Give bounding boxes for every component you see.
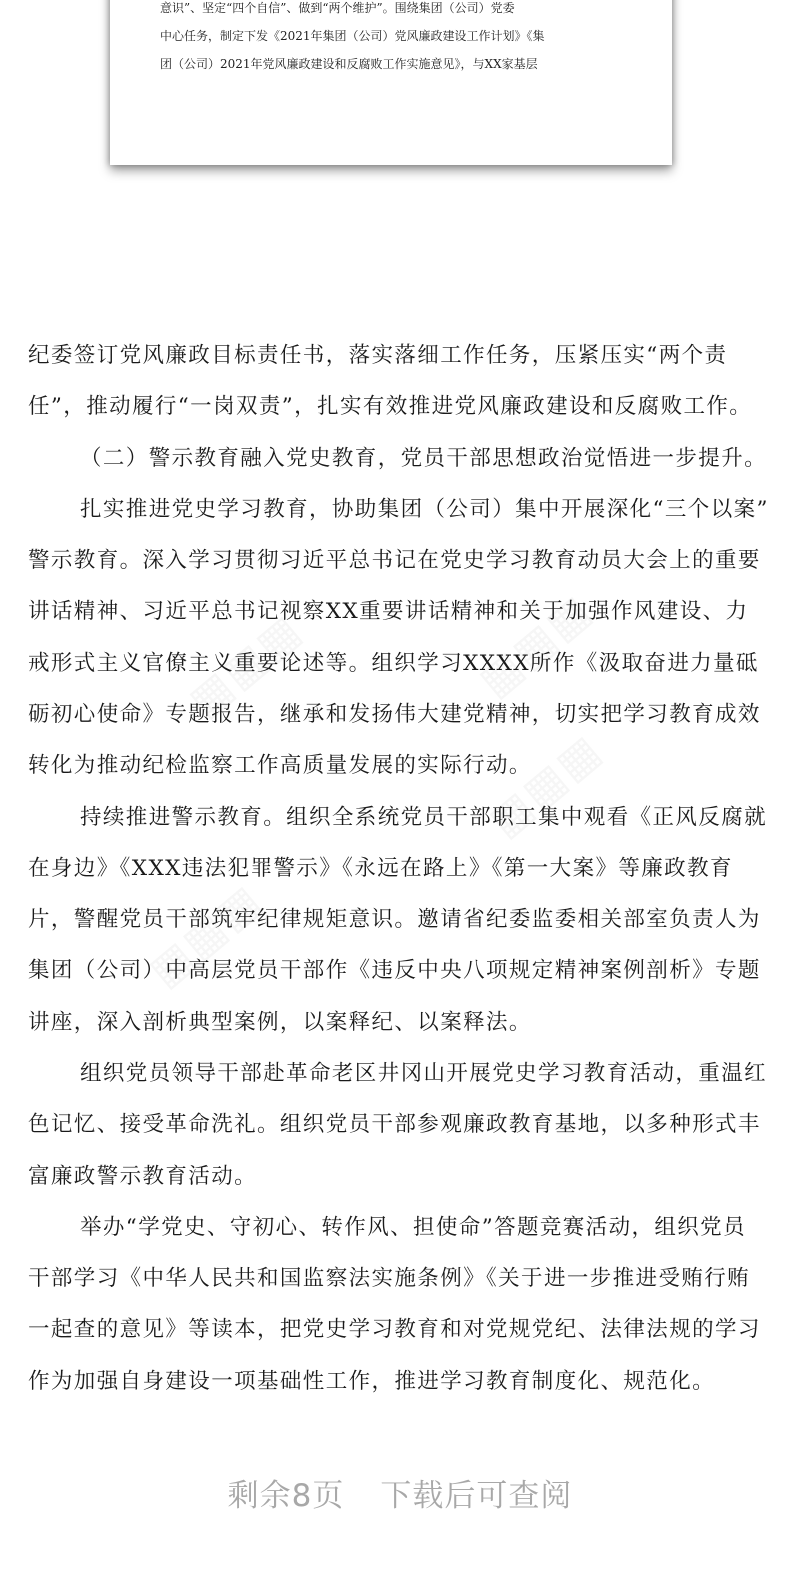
paragraph-line: 持续推进警示教育。组织全系统党员干部职工集中观看《正风反腐就 [80,805,768,830]
paragraph-line: 干部学习《中华人民共和国监察法实施条例》《关于进一步推进受贿行贿 [28,1266,751,1291]
preview-page-text [160,0,632,78]
paragraph-line: 任”，推动履行“一岗双责”，扎实有效推进党风廉政建设和反腐败工作。 [28,394,753,419]
paragraph-line: 色记忆、接受革命洗礼。组织党员干部参观廉政教育基地，以多种形式丰 [28,1112,761,1137]
previous-page-preview [110,0,672,165]
preview-line: 团（公司）2021年党风廉政建设和反腐败工作实施意见》，与XX家基层 [160,57,538,71]
download-prompt[interactable] [0,1470,800,1515]
remaining-pages-label: 剩余8页 [227,1478,345,1514]
paragraph-line: 一起查的意见》等读本，把党史学习教育和对党规党纪、法律法规的学习 [28,1317,761,1342]
download-to-view-label: 下载后可查阅 [380,1478,573,1514]
paragraph-line: 讲话精神、习近平总书记视察XX重要讲话精神和关于加强作风建设、力 [28,599,749,624]
paragraph-line: 片，警醒党员干部筑牢纪律规矩意识。邀请省纪委监委相关部室负责人为 [28,907,761,932]
section-heading: （二）警示教育融入党史教育，党员干部思想政治觉悟进一步提升。 [80,446,768,471]
paragraph-line: 砺初心使命》专题报告，继承和发扬伟大建党精神，切实把学习教育成效 [28,702,761,727]
paragraph-line: 富廉政警示教育活动。 [28,1164,258,1189]
paragraph-line: 在身边》《XXX违法犯罪警示》《永远在路上》《第一大案》等廉政教育 [28,856,733,881]
paragraph-line: 讲座，深入剖析典型案例，以案释纪、以案释法。 [28,1010,532,1035]
paragraph-line: 警示教育。深入学习贯彻习近平总书记在党史学习教育动员大会上的重要 [28,548,761,573]
paragraph-line: 举办“学党史、守初心、转作风、担使命”答题竞赛活动，组织党员 [80,1215,746,1240]
paragraph-line: 组织党员领导干部赴革命老区井冈山开展党史学习教育活动，重温红 [80,1061,768,1086]
preview-line: 中心任务，制定下发《2021年集团（公司）党风廉政建设工作计划》《集 [160,29,545,43]
paragraph-line: 戒形式主义官僚主义重要论述等。组织学习XXXX所作《汲取奋进力量砥 [28,651,759,676]
paragraph-line: 纪委签订党风廉政目标责任书，落实落细工作任务，压紧压实“两个责 [28,343,728,368]
preview-line: 意识”、坚定“四个自信”、做到“两个维护”。围绕集团（公司）党委 [160,1,515,15]
paragraph-line: 作为加强自身建设一项基础性工作，推进学习教育制度化、规范化。 [28,1369,716,1394]
paragraph-line: 转化为推动纪检监察工作高质量发展的实际行动。 [28,753,532,778]
paragraph-line: 集团（公司）中高层党员干部作《违反中央八项规定精神案例剖析》专题 [28,958,761,983]
paragraph-line: 扎实推进党史学习教育，协助集团（公司）集中开展深化“三个以案” [80,497,769,522]
